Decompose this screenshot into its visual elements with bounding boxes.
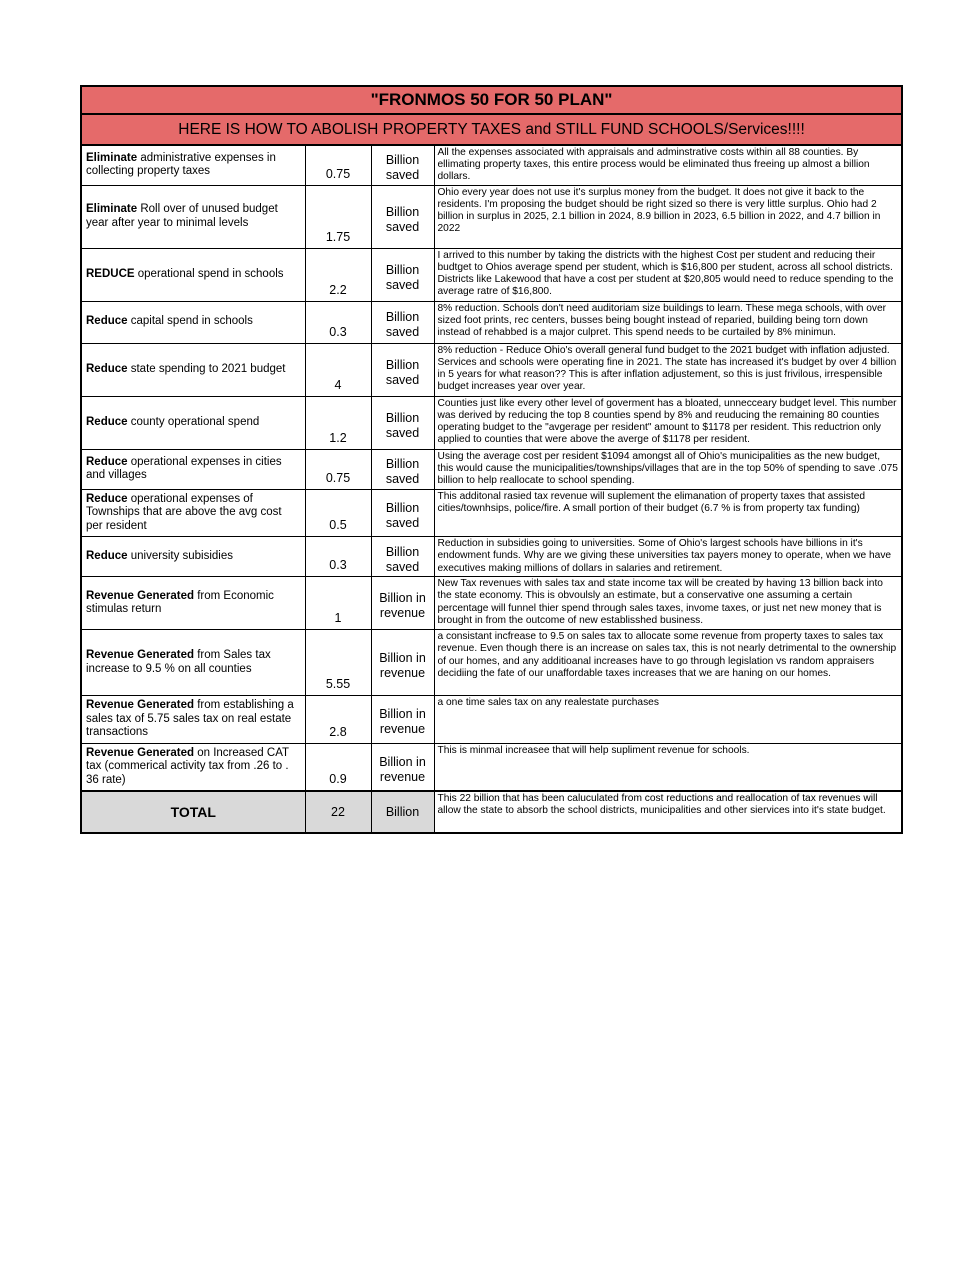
- item-description: a consistant incfrease to 9.5 on sales tax to allocate some revenue from property taxes to sales tax revenue. Even though there is an increase on sales tax, this is not nearly detrimental to the ownership of our homes, and any additioanal increases have to go through legislation vs random appraisers decidiing the fate of our unaffordable taxes increases that we are haning on our homes.: [434, 630, 902, 696]
- item-description: I arrived to this number by taking the districts with the highest Cost per student and reducing their budtget to Ohios average spend per student, which is $16,800 per student, across all school districts. Districts like Lakewood that have a cost per student at $20,805 would need to reduce spending to the average ratre of $16,800.: [434, 248, 902, 301]
- item-label-emphasis: Revenue Generated: [86, 649, 195, 662]
- item-label: [81, 743, 305, 791]
- plan-title: "FRONMOS 50 FOR 50 PLAN": [81, 86, 902, 114]
- item-label-text: county operational spend: [127, 415, 260, 428]
- item-unit-line2: saved: [385, 219, 420, 234]
- item-description: This is minmal increasee that will help supliment revenue for schools.: [434, 743, 902, 791]
- item-unit-line1: Billion: [385, 500, 420, 515]
- item-label: [81, 489, 305, 537]
- item-label: [81, 145, 305, 185]
- table-row: [81, 449, 902, 489]
- item-unit-line1: Billion: [385, 357, 420, 372]
- table-row: [81, 696, 902, 744]
- item-unit: [371, 743, 434, 791]
- item-unit-line1: Billion in: [379, 707, 426, 722]
- item-unit-line1: Billion in: [379, 650, 426, 665]
- item-unit-line2: saved: [385, 325, 420, 340]
- plan-sheet: [80, 85, 901, 834]
- item-description: a one time sales tax on any realestate purchases: [434, 696, 902, 744]
- item-description: Using the average cost per resident $1094 amongst all of Ohio's municipalities as the new budget, this would cause the municipalities/townships/villages that are in the top 50% of spending to save .075 billion to help reallocate to school spending.: [434, 449, 902, 489]
- table-row: [81, 743, 902, 791]
- item-label-emphasis: Eliminate: [86, 151, 138, 164]
- item-label-text: capital spend in schools: [127, 315, 253, 328]
- item-label: [81, 537, 305, 577]
- item-label-emphasis: Eliminate: [86, 203, 138, 216]
- item-unit-line2: revenue: [379, 665, 426, 680]
- item-description: Ohio every year does not use it's surplus money from the budget. It does not give it back to the residents. I'm proposing the budget should be right sized so there is very little surplus. Ohio had 2 billion in surplus in 2025, 2.1 billion in 2024, 8.9 billion in 2023, 6.5 billion in 2022, and 4.7 billion in 2022: [434, 185, 902, 248]
- table-row: [81, 489, 902, 537]
- item-unit-line1: Billion in: [379, 591, 426, 606]
- item-unit-line2: saved: [385, 372, 420, 387]
- item-unit-line1: Billion: [385, 544, 420, 559]
- item-label-emphasis: Reduce: [86, 492, 128, 505]
- table-row: [81, 537, 902, 577]
- item-label-emphasis: Reduce: [86, 455, 128, 468]
- item-unit: [371, 185, 434, 248]
- item-value: 2.8: [305, 696, 371, 744]
- item-value: 1: [305, 577, 371, 630]
- item-unit: [371, 343, 434, 396]
- table-row: [81, 577, 902, 630]
- item-value: 0.3: [305, 301, 371, 343]
- table-row: [81, 630, 902, 696]
- item-value: 0.5: [305, 489, 371, 537]
- item-value: 2.2: [305, 248, 371, 301]
- item-unit-line2: revenue: [379, 606, 426, 621]
- item-label: [81, 248, 305, 301]
- table-row: [81, 145, 902, 185]
- item-label-emphasis: Revenue Generated: [86, 699, 195, 712]
- item-label-emphasis: REDUCE: [86, 267, 135, 280]
- item-value: 0.3: [305, 537, 371, 577]
- total-unit: Billion: [371, 791, 434, 833]
- item-unit: [371, 301, 434, 343]
- item-unit: [371, 449, 434, 489]
- item-unit-line2: saved: [385, 277, 420, 292]
- item-label-text: operational expenses of Townships that are above the avg cost per resident: [86, 492, 282, 532]
- item-unit-line2: saved: [385, 515, 420, 530]
- item-description: All the expenses associated with appraisals and adminstrative costs within all 88 counties. By ellimating property taxes, this entire process would be eliminated thus freeing up almost a billion dollars.: [434, 145, 902, 185]
- item-label: [81, 449, 305, 489]
- item-label-text: from Sales tax increase to 9.5 % on all counties: [86, 649, 271, 675]
- item-label-text: from establishing a sales tax of 5.75 sales tax on real estate transactions: [86, 699, 294, 739]
- item-description: 8% reduction - Reduce Ohio's overall general fund budget to the 2021 budget with inflation adjusted. Services and schools were operating fine in 2021. The state has increased it's budget by over 4 billion in 5 years for what reason?? This is after inflation adjustement, so this is just frivilous, irrespensible budget increases year over year.: [434, 343, 902, 396]
- item-unit: [371, 537, 434, 577]
- item-unit-line2: saved: [385, 425, 420, 440]
- item-value: 5.55: [305, 630, 371, 696]
- item-label-text: from Economic stimulas return: [86, 589, 274, 616]
- item-unit-line2: saved: [385, 472, 420, 487]
- item-unit-line2: saved: [385, 168, 420, 183]
- item-label-text: operational expenses in cities and villages: [86, 455, 282, 482]
- item-label-emphasis: Reduce: [86, 362, 128, 375]
- item-unit-line1: Billion: [385, 410, 420, 425]
- item-label-emphasis: Reduce: [86, 415, 128, 428]
- plan-table: [80, 85, 903, 834]
- item-label-emphasis: Revenue Generated: [86, 589, 195, 602]
- item-unit: [371, 145, 434, 185]
- item-label-text: operational spend in schools: [134, 267, 284, 280]
- item-label-text: Roll over of unused budget year after year to minimal levels: [86, 203, 278, 229]
- item-unit-line1: Billion: [385, 153, 420, 168]
- table-row: [81, 301, 902, 343]
- item-unit: [371, 696, 434, 744]
- table-row: [81, 185, 902, 248]
- total-label: TOTAL: [81, 791, 305, 833]
- item-description: New Tax revenues with sales tax and state income tax will be created by having 13 billion back into the state economy. This is obvoulsly an estimate, but a conservative one assuming a certain percentage will funnel thier spend through sales taxes, invome taxes, or just net new money that is brought in from the outcome of new establisshed business.: [434, 577, 902, 630]
- item-value: 0.75: [305, 449, 371, 489]
- item-unit: [371, 489, 434, 537]
- total-row: [81, 791, 902, 833]
- item-description: Reduction in subsidies going to universities. Some of Ohio's largest schools have billions in it's endowment funds. Why are we giving these universities tax payers money to operate, when we have executives making millions of dollars in salaries and retirement.: [434, 537, 902, 577]
- item-label: [81, 301, 305, 343]
- plan-subtitle: HERE IS HOW TO ABOLISH PROPERTY TAXES and STILL FUND SCHOOLS/Services!!!!: [81, 114, 902, 145]
- item-label-text: state spending to 2021 budget: [127, 362, 286, 375]
- item-label: [81, 343, 305, 396]
- item-label-text: university subisidies: [127, 549, 234, 562]
- total-description: This 22 billion that has been caluculated from cost reductions and reallocation of tax revenues will allow the state to absorb the school districts, municipalities and other siervices into it's state budget.: [434, 791, 902, 833]
- item-unit-line1: Billion: [385, 262, 420, 277]
- table-row: [81, 343, 902, 396]
- item-unit-line1: Billion in: [379, 754, 426, 769]
- item-unit-line1: Billion: [385, 204, 420, 219]
- item-label-emphasis: Reduce: [86, 315, 128, 328]
- item-unit: [371, 248, 434, 301]
- item-value: 1.75: [305, 185, 371, 248]
- item-label: [81, 577, 305, 630]
- item-label-text: administrative expenses in collecting property taxes: [86, 151, 276, 178]
- item-unit: [371, 630, 434, 696]
- item-description: This additonal rasied tax revenue will suplement the elimanation of property taxes that assisted cities/townhsips, police/fire. A small portion of their budget (6.7 % is from property tax funding): [434, 489, 902, 537]
- item-unit: [371, 577, 434, 630]
- item-unit-line2: revenue: [379, 722, 426, 737]
- item-value: 1.2: [305, 396, 371, 449]
- item-unit-line1: Billion: [385, 310, 420, 325]
- item-label-emphasis: Revenue Generated: [86, 746, 195, 759]
- item-value: 0.9: [305, 743, 371, 791]
- table-row: [81, 396, 902, 449]
- item-unit-line2: revenue: [379, 769, 426, 784]
- table-row: [81, 248, 902, 301]
- item-description: 8% reduction. Schools don't need auditoriam size buildings to learn. These mega schools, with over sized foot prints, rec centers, busses being bought instead of reparied, building being torn down instead of rehabbed is a major culpret. This spend needs to be curtailed by 8% minimun.: [434, 301, 902, 343]
- total-value: 22: [305, 791, 371, 833]
- item-unit-line2: saved: [385, 559, 420, 574]
- item-label: [81, 396, 305, 449]
- item-label: [81, 185, 305, 248]
- item-value: 4: [305, 343, 371, 396]
- item-label: [81, 630, 305, 696]
- item-label-text: on Increased CAT tax (commerical activity tax from .26 to . 36 rate): [86, 746, 289, 786]
- item-unit: [371, 396, 434, 449]
- item-label-emphasis: Reduce: [86, 549, 128, 562]
- item-description: Counties just like every other level of goverment has a bloated, unnecceary budget level. This number was derived by reducing the top 8 counties spend by 8% and reuducing the remaining 80 counties operating budget to the "avgerage per resident" amount to $1178 per resident. This reductrion only applied to counties that were above the averge of $1178 per resident.: [434, 396, 902, 449]
- item-value: 0.75: [305, 145, 371, 185]
- item-label: [81, 696, 305, 744]
- item-unit-line1: Billion: [385, 457, 420, 472]
